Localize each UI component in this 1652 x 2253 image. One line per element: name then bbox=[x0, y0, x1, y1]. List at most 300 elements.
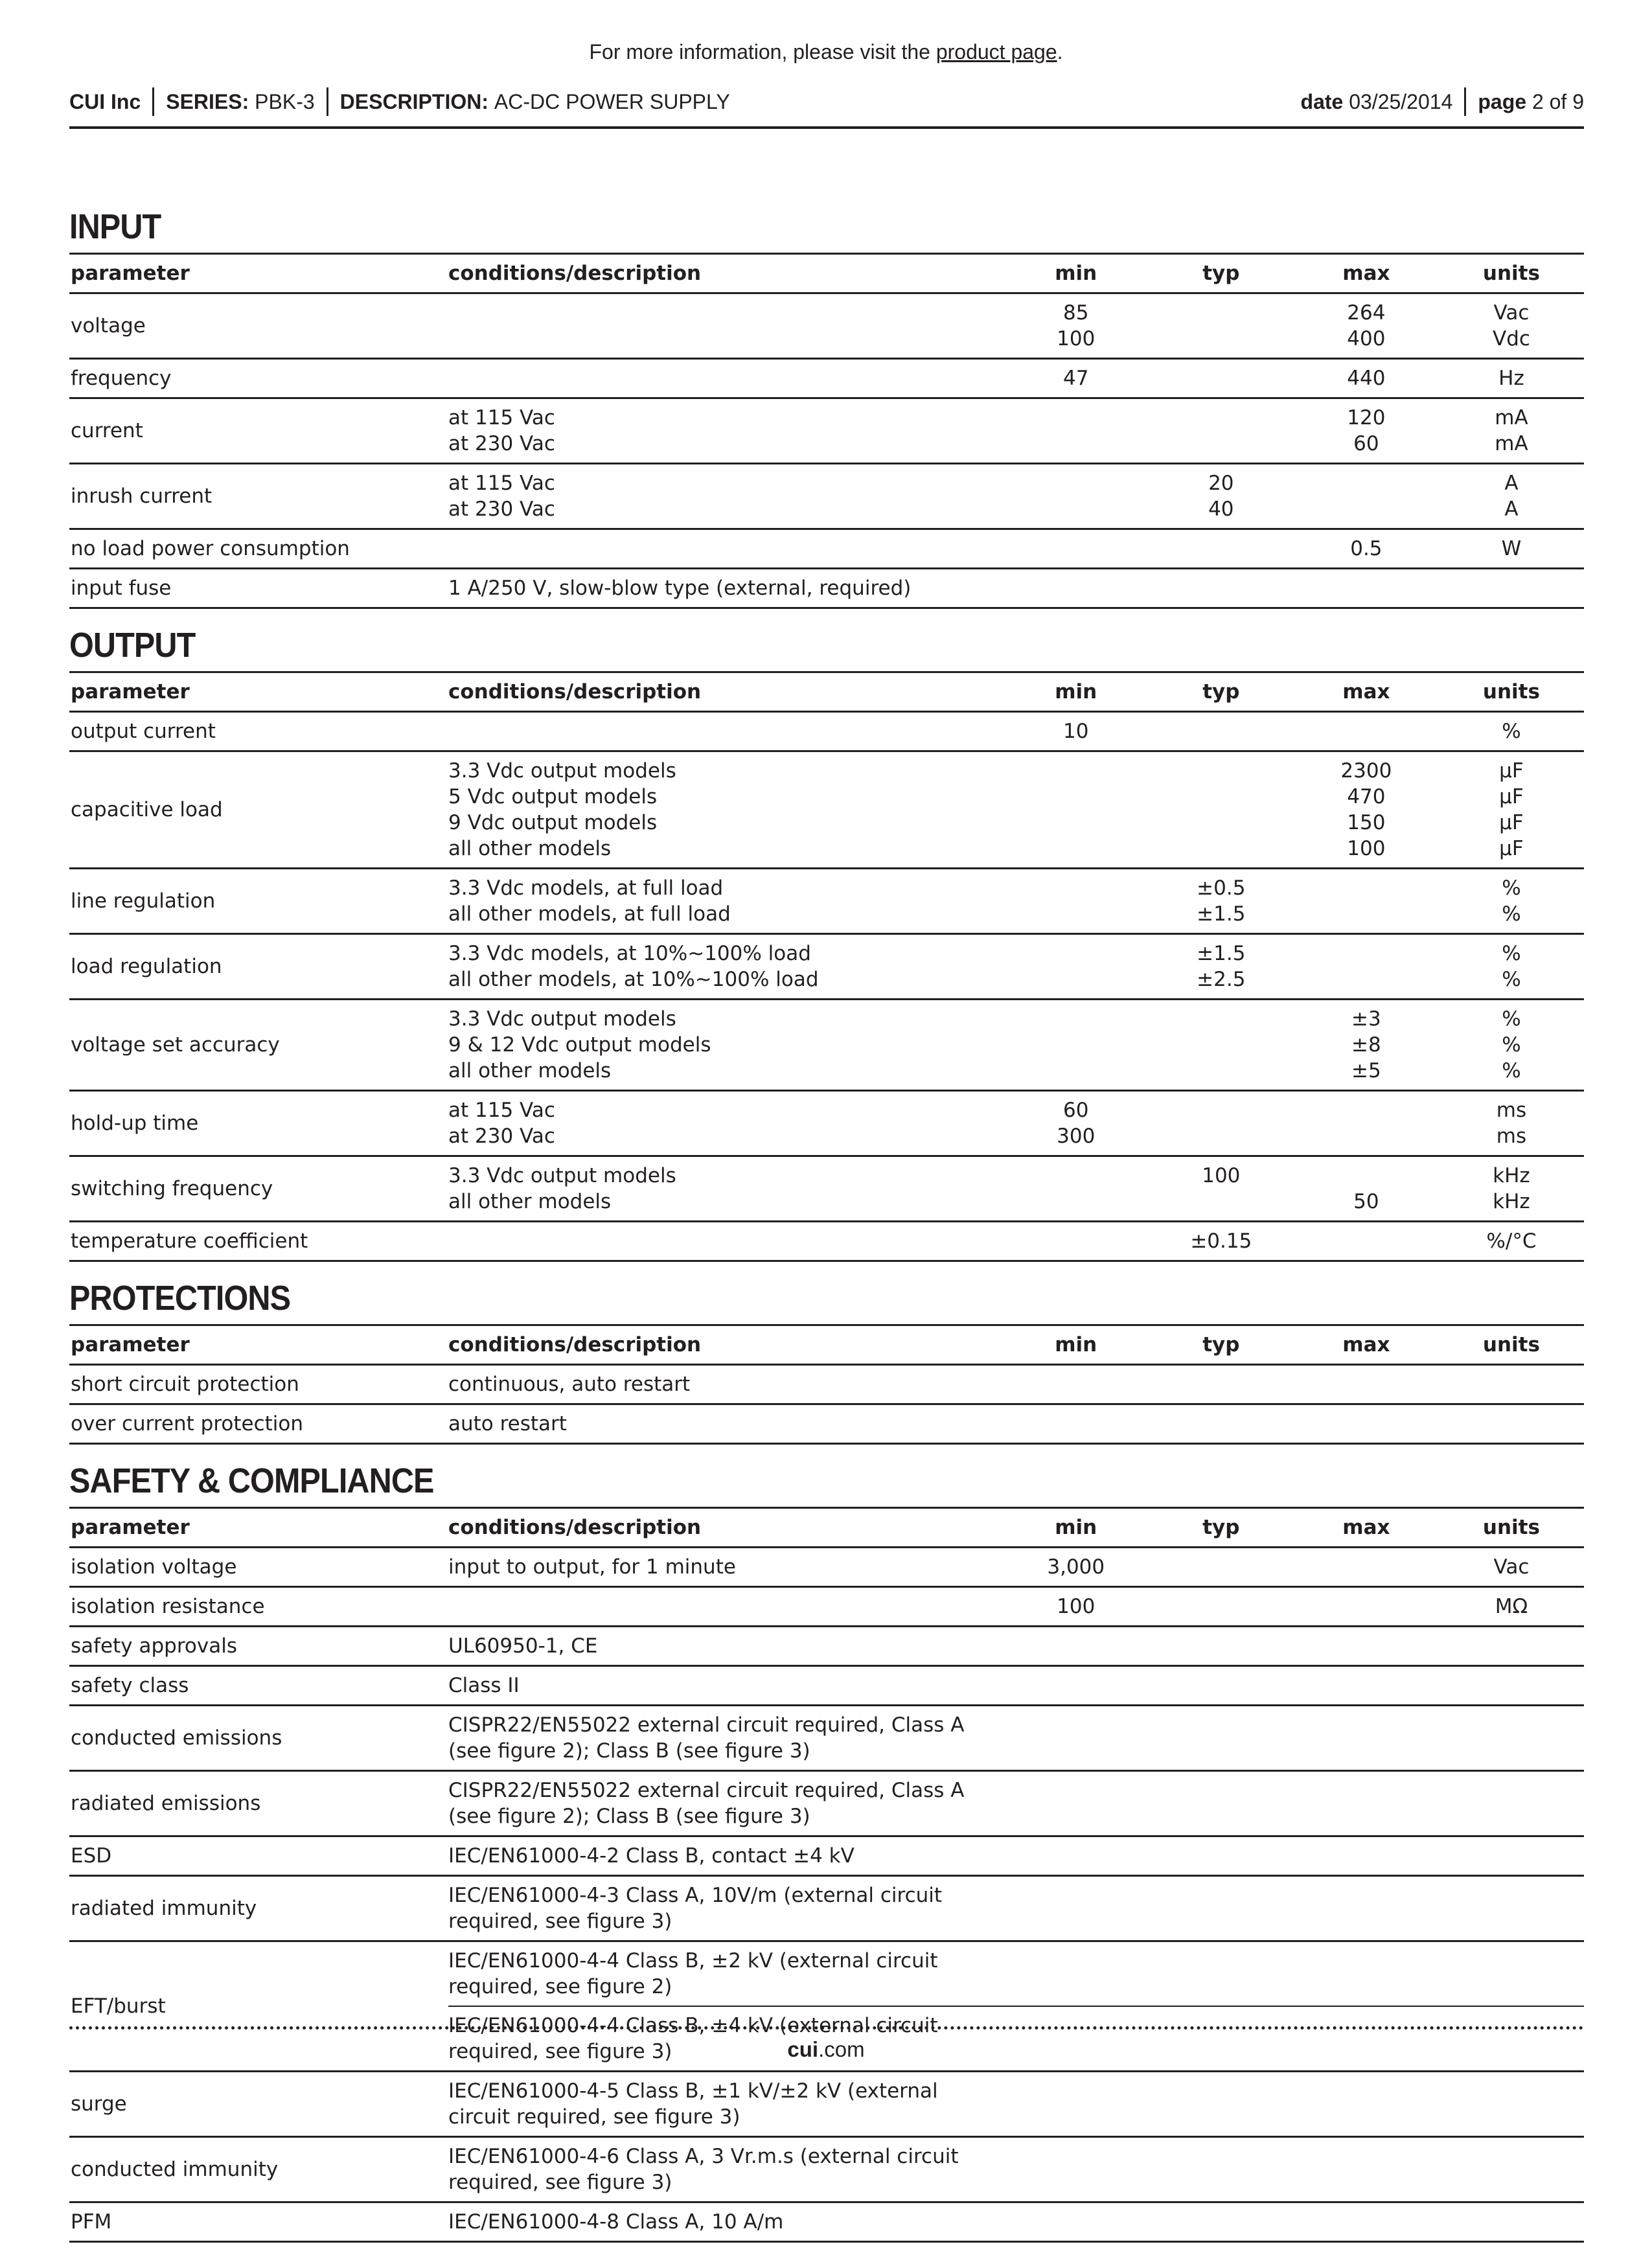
typ-value bbox=[1149, 1058, 1294, 1084]
min-cell bbox=[1004, 569, 1149, 608]
column-header: conditions/description bbox=[448, 1325, 1004, 1365]
min-value bbox=[1004, 2209, 1149, 2235]
min-value bbox=[1004, 1968, 1149, 2006]
spec-section bbox=[69, 1272, 1584, 1445]
max-cell bbox=[1294, 1627, 1439, 1666]
units-cell bbox=[1439, 1404, 1584, 1444]
cond-value: CISPR22/EN55022 external circuit required, Class A (see figure 2); Class B (see figure 3) bbox=[448, 1779, 965, 1828]
units-cell bbox=[1439, 869, 1584, 934]
cond-cell bbox=[448, 1000, 1004, 1091]
max-value: 264 bbox=[1347, 301, 1386, 325]
table-row bbox=[69, 1000, 1584, 1091]
cond-cell bbox=[448, 1091, 1004, 1156]
cond-value: 3.3 Vdc models, at 10%~100% load bbox=[448, 942, 811, 965]
max-cell bbox=[1294, 398, 1439, 464]
cond-cell bbox=[448, 359, 1004, 398]
min-value bbox=[1004, 875, 1149, 901]
spec-section bbox=[69, 619, 1584, 1262]
min-cell bbox=[1004, 869, 1149, 934]
typ-cell bbox=[1149, 1000, 1294, 1091]
parameter-cell: voltage set accuracy bbox=[69, 1000, 448, 1091]
max-cell bbox=[1294, 2202, 1439, 2242]
table-header-row bbox=[69, 672, 1584, 712]
parameter-cell: line regulation bbox=[69, 869, 448, 934]
cond-cell bbox=[448, 529, 1004, 569]
typ-value bbox=[1149, 1790, 1294, 1816]
top-note-text: For more information, please visit the bbox=[589, 40, 936, 63]
parameter-cell: inrush current bbox=[69, 464, 448, 529]
cond-value: IEC/EN61000-4-8 Class A, 10 A/m bbox=[448, 2210, 784, 2234]
units-cell bbox=[1439, 359, 1584, 398]
units-cell bbox=[1439, 398, 1584, 464]
column-header: typ bbox=[1149, 1508, 1294, 1548]
min-value bbox=[1004, 966, 1149, 992]
max-value: ±5 bbox=[1351, 1059, 1381, 1082]
cond-value: at 230 Vac bbox=[448, 497, 555, 521]
units-cell bbox=[1439, 1222, 1584, 1261]
section-title: OUTPUT bbox=[69, 626, 196, 665]
typ-value bbox=[1149, 1189, 1294, 1215]
min-cell bbox=[1004, 751, 1149, 869]
typ-value: ±0.5 bbox=[1197, 876, 1246, 900]
spec-table bbox=[69, 1507, 1584, 2243]
units-value: MΩ bbox=[1495, 1595, 1528, 1618]
table-row bbox=[69, 934, 1584, 1000]
min-cell bbox=[1004, 1706, 1149, 1771]
typ-cell bbox=[1149, 1222, 1294, 1261]
parameter-cell: conducted immunity bbox=[69, 2137, 448, 2202]
units-value: μF bbox=[1499, 811, 1524, 834]
cond-cell bbox=[448, 1156, 1004, 1222]
cond-value: at 230 Vac bbox=[448, 1125, 555, 1148]
parameter-cell: isolation voltage bbox=[69, 1548, 448, 1587]
units-cell bbox=[1439, 1548, 1584, 1587]
typ-value: ±1.5 bbox=[1197, 902, 1246, 926]
max-value bbox=[1294, 1968, 1439, 2006]
min-value bbox=[1004, 575, 1149, 601]
min-cell bbox=[1004, 464, 1149, 529]
cond-cell bbox=[448, 751, 1004, 869]
column-header: conditions/description bbox=[448, 254, 1004, 293]
typ-cell bbox=[1149, 359, 1294, 398]
min-value bbox=[1004, 536, 1149, 562]
units-value bbox=[1439, 1790, 1584, 1816]
cond-value: input to output, for 1 minute bbox=[448, 1555, 736, 1579]
column-header: units bbox=[1439, 672, 1584, 712]
min-value bbox=[1004, 1673, 1149, 1698]
table-row bbox=[69, 751, 1584, 869]
parameter-cell: radiated emissions bbox=[69, 1771, 448, 1836]
product-page-link[interactable]: product page bbox=[935, 40, 1057, 63]
units-cell bbox=[1439, 934, 1584, 1000]
typ-value bbox=[1149, 1032, 1294, 1058]
cond-cell bbox=[448, 869, 1004, 934]
table-header-row bbox=[69, 254, 1584, 293]
min-value: 3,000 bbox=[1047, 1555, 1105, 1579]
column-header: conditions/description bbox=[448, 672, 1004, 712]
units-value bbox=[1439, 1843, 1584, 1869]
typ-cell bbox=[1149, 569, 1294, 608]
min-cell bbox=[1004, 2137, 1149, 2202]
footer-rule bbox=[69, 2026, 1584, 2030]
min-value: 100 bbox=[1057, 1595, 1096, 1618]
column-header: parameter bbox=[69, 254, 448, 293]
typ-value bbox=[1149, 784, 1294, 810]
parameter-cell: hold-up time bbox=[69, 1091, 448, 1156]
parameter-cell: PFM bbox=[69, 2202, 448, 2242]
cond-cell bbox=[448, 1771, 1004, 1836]
max-value bbox=[1294, 875, 1439, 901]
description-label: DESCRIPTION: bbox=[339, 89, 488, 113]
max-value bbox=[1294, 1123, 1439, 1149]
header-rule bbox=[69, 126, 1584, 129]
parameter-cell: current bbox=[69, 398, 448, 464]
cond-value bbox=[448, 536, 1004, 562]
min-cell bbox=[1004, 1000, 1149, 1091]
max-value bbox=[1294, 1594, 1439, 1619]
max-value bbox=[1294, 496, 1439, 522]
column-header: min bbox=[1004, 1325, 1149, 1365]
max-cell bbox=[1294, 1876, 1439, 1941]
table-row bbox=[69, 529, 1584, 569]
max-value bbox=[1294, 1371, 1439, 1397]
units-cell bbox=[1439, 464, 1584, 529]
typ-cell bbox=[1149, 1404, 1294, 1444]
column-header: min bbox=[1004, 254, 1149, 293]
units-value bbox=[1439, 1371, 1584, 1397]
typ-value bbox=[1149, 718, 1294, 744]
max-value bbox=[1294, 1673, 1439, 1698]
table-header-row bbox=[69, 1508, 1584, 1548]
parameter-cell: switching frequency bbox=[69, 1156, 448, 1222]
units-cell bbox=[1439, 529, 1584, 569]
max-value bbox=[1294, 1554, 1439, 1580]
spec-table bbox=[69, 671, 1584, 1262]
units-value bbox=[1439, 1633, 1584, 1659]
units-value: mA bbox=[1495, 406, 1528, 429]
column-header: parameter bbox=[69, 1325, 448, 1365]
max-value bbox=[1294, 1163, 1439, 1189]
parameter-cell: safety class bbox=[69, 1666, 448, 1706]
section-title: SAFETY & COMPLIANCE bbox=[69, 1461, 434, 1500]
parameter-cell: short circuit protection bbox=[69, 1365, 448, 1404]
cond-value: IEC/EN61000-4-3 Class A, 10V/m (external circuit required, see figure 3) bbox=[448, 1884, 943, 1933]
table-row bbox=[69, 1222, 1584, 1261]
units-cell bbox=[1439, 712, 1584, 751]
units-cell bbox=[1439, 1091, 1584, 1156]
max-value: 0.5 bbox=[1350, 537, 1382, 560]
typ-cell bbox=[1149, 1548, 1294, 1587]
units-cell bbox=[1439, 569, 1584, 608]
max-value bbox=[1294, 2156, 1439, 2182]
cond-value: at 115 Vac bbox=[448, 1099, 555, 1122]
table-row bbox=[69, 398, 1584, 464]
max-value: ±3 bbox=[1351, 1007, 1381, 1031]
min-cell bbox=[1004, 359, 1149, 398]
spec-table bbox=[69, 253, 1584, 609]
top-note-end: . bbox=[1057, 40, 1063, 63]
units-value bbox=[1439, 1673, 1584, 1698]
min-value: 60 bbox=[1063, 1099, 1089, 1122]
typ-cell bbox=[1149, 1365, 1294, 1404]
typ-cell bbox=[1149, 1091, 1294, 1156]
units-value: Hz bbox=[1498, 367, 1524, 390]
table-row bbox=[69, 2072, 1584, 2137]
typ-cell bbox=[1149, 751, 1294, 869]
typ-value bbox=[1149, 1006, 1294, 1032]
min-value bbox=[1004, 431, 1149, 457]
units-value: Vac bbox=[1493, 301, 1530, 325]
min-value bbox=[1004, 1371, 1149, 1397]
units-value bbox=[1439, 1895, 1584, 1921]
table-row bbox=[69, 1404, 1584, 1444]
units-cell bbox=[1439, 2202, 1584, 2242]
parameter-cell: isolation resistance bbox=[69, 1587, 448, 1627]
cond-cell bbox=[448, 293, 1004, 359]
min-cell bbox=[1004, 2202, 1149, 2242]
max-value bbox=[1294, 718, 1439, 744]
divider bbox=[327, 87, 328, 116]
typ-value bbox=[1149, 1123, 1294, 1149]
typ-cell bbox=[1149, 398, 1294, 464]
column-header: parameter bbox=[69, 672, 448, 712]
table-row bbox=[69, 1706, 1584, 1771]
cond-value: 9 Vdc output models bbox=[448, 811, 658, 834]
footer bbox=[0, 2037, 1652, 2062]
table-row bbox=[69, 1548, 1584, 1587]
min-value bbox=[1004, 1228, 1149, 1254]
cond-value: all other models, at 10%~100% load bbox=[448, 968, 819, 991]
cond-cell bbox=[448, 1666, 1004, 1706]
parameter-cell: safety approvals bbox=[69, 1627, 448, 1666]
cond-value: all other models bbox=[448, 837, 612, 860]
typ-value bbox=[1149, 1097, 1294, 1123]
units-value: % bbox=[1502, 876, 1521, 900]
cond-cell bbox=[448, 1587, 1004, 1627]
typ-value bbox=[1149, 431, 1294, 457]
units-value: kHz bbox=[1493, 1190, 1530, 1213]
table-row bbox=[69, 2137, 1584, 2202]
typ-cell bbox=[1149, 464, 1294, 529]
cond-value: 3.3 Vdc models, at full load bbox=[448, 876, 724, 900]
column-header: max bbox=[1294, 1508, 1439, 1548]
units-value bbox=[1439, 2091, 1584, 2117]
max-value: 120 bbox=[1347, 406, 1386, 429]
min-value bbox=[1004, 1058, 1149, 1084]
min-cell bbox=[1004, 1627, 1149, 1666]
min-value bbox=[1004, 1032, 1149, 1058]
document-header bbox=[69, 86, 1584, 118]
table-row bbox=[69, 1771, 1584, 1836]
parameter-cell: ESD bbox=[69, 1836, 448, 1876]
cond-value bbox=[448, 1594, 1004, 1619]
min-value bbox=[1004, 1189, 1149, 1215]
typ-value: 20 bbox=[1208, 472, 1234, 495]
column-header: units bbox=[1439, 1325, 1584, 1365]
table-row bbox=[69, 1156, 1584, 1222]
max-cell bbox=[1294, 869, 1439, 934]
units-cell bbox=[1439, 1666, 1584, 1706]
typ-value bbox=[1149, 536, 1294, 562]
min-cell bbox=[1004, 1771, 1149, 1836]
max-cell bbox=[1294, 1156, 1439, 1222]
cond-cell bbox=[448, 1876, 1004, 1941]
units-value: mA bbox=[1495, 432, 1528, 455]
table-row bbox=[69, 293, 1584, 359]
cond-cell bbox=[448, 1548, 1004, 1587]
units-cell bbox=[1439, 2072, 1584, 2137]
parameter-cell: input fuse bbox=[69, 569, 448, 608]
typ-cell bbox=[1149, 529, 1294, 569]
section-title: PROTECTIONS bbox=[69, 1279, 291, 1318]
units-cell bbox=[1439, 1876, 1584, 1941]
typ-cell bbox=[1149, 1587, 1294, 1627]
min-value bbox=[1004, 496, 1149, 522]
units-value bbox=[1439, 2209, 1584, 2235]
min-cell bbox=[1004, 934, 1149, 1000]
units-value bbox=[1439, 1411, 1584, 1437]
typ-value bbox=[1149, 1371, 1294, 1397]
section-title: INPUT bbox=[69, 207, 161, 246]
units-value: A bbox=[1504, 472, 1519, 495]
table-row bbox=[69, 1587, 1584, 1627]
typ-cell bbox=[1149, 1156, 1294, 1222]
units-value: μF bbox=[1499, 759, 1524, 783]
typ-value: ±2.5 bbox=[1197, 968, 1246, 991]
max-value bbox=[1294, 470, 1439, 496]
typ-cell bbox=[1149, 1771, 1294, 1836]
cond-value bbox=[448, 365, 1004, 391]
units-value bbox=[1439, 2156, 1584, 2182]
max-cell bbox=[1294, 293, 1439, 359]
min-cell bbox=[1004, 1548, 1149, 1587]
units-value: Vdc bbox=[1492, 327, 1530, 350]
units-cell bbox=[1439, 751, 1584, 869]
cond-value: 3.3 Vdc output models bbox=[448, 1007, 676, 1031]
typ-value bbox=[1149, 1725, 1294, 1751]
typ-value bbox=[1149, 1673, 1294, 1698]
units-cell bbox=[1439, 1156, 1584, 1222]
min-value bbox=[1004, 901, 1149, 927]
typ-value bbox=[1149, 1633, 1294, 1659]
typ-value bbox=[1149, 1843, 1294, 1869]
max-value bbox=[1294, 1633, 1439, 1659]
cond-cell bbox=[448, 1222, 1004, 1261]
cond-cell bbox=[448, 712, 1004, 751]
spec-table bbox=[69, 1324, 1584, 1445]
cond-value bbox=[448, 326, 1004, 352]
top-note bbox=[0, 40, 1652, 64]
max-value: 2300 bbox=[1340, 759, 1392, 783]
typ-cell bbox=[1149, 712, 1294, 751]
max-value: 440 bbox=[1347, 367, 1386, 390]
series-value: PBK-3 bbox=[255, 89, 315, 113]
min-value bbox=[1004, 1895, 1149, 1921]
typ-value bbox=[1149, 405, 1294, 431]
max-cell bbox=[1294, 1000, 1439, 1091]
typ-value bbox=[1149, 758, 1294, 784]
spec-section bbox=[69, 1455, 1584, 2243]
column-header: typ bbox=[1149, 254, 1294, 293]
max-value bbox=[1294, 1843, 1439, 1869]
min-value bbox=[1004, 1006, 1149, 1032]
typ-value bbox=[1149, 575, 1294, 601]
cond-value: 5 Vdc output models bbox=[448, 785, 658, 808]
max-cell bbox=[1294, 1771, 1439, 1836]
cond-cell bbox=[448, 569, 1004, 608]
units-cell bbox=[1439, 1771, 1584, 1836]
table-row bbox=[69, 869, 1584, 934]
table-row bbox=[69, 1836, 1584, 1876]
cond-value: 3.3 Vdc output models bbox=[448, 1164, 676, 1187]
units-value: μF bbox=[1499, 837, 1524, 860]
typ-value bbox=[1149, 1594, 1294, 1619]
cond-value: IEC/EN61000-4-5 Class B, ±1 kV/±2 kV (external circuit required, see figure 3) bbox=[448, 2079, 938, 2129]
min-value bbox=[1004, 1411, 1149, 1437]
table-row bbox=[69, 1627, 1584, 1666]
max-cell bbox=[1294, 2072, 1439, 2137]
date-value: 03/25/2014 bbox=[1349, 89, 1453, 113]
max-value bbox=[1294, 901, 1439, 927]
table-row bbox=[69, 1876, 1584, 1941]
units-cell bbox=[1439, 1706, 1584, 1771]
max-value: 50 bbox=[1353, 1190, 1379, 1213]
max-value: ±8 bbox=[1351, 1033, 1381, 1057]
min-value bbox=[1004, 2156, 1149, 2182]
units-value: ms bbox=[1496, 1099, 1527, 1122]
company-name: CUI Inc bbox=[69, 89, 141, 113]
cond-value: 9 & 12 Vdc output models bbox=[448, 1033, 711, 1057]
table-row bbox=[69, 464, 1584, 529]
typ-cell bbox=[1149, 1666, 1294, 1706]
units-cell bbox=[1439, 1000, 1584, 1091]
max-cell bbox=[1294, 1365, 1439, 1404]
page-value: 2 of 9 bbox=[1532, 89, 1584, 113]
typ-cell bbox=[1149, 869, 1294, 934]
min-cell bbox=[1004, 1156, 1149, 1222]
units-value bbox=[1439, 1968, 1584, 2006]
cond-value: all other models bbox=[448, 1059, 612, 1082]
min-value bbox=[1004, 758, 1149, 784]
parameter-cell: surge bbox=[69, 2072, 448, 2137]
max-value: 60 bbox=[1353, 432, 1379, 455]
min-value: 100 bbox=[1057, 327, 1096, 350]
date-label: date bbox=[1300, 89, 1344, 113]
units-value: kHz bbox=[1493, 1164, 1530, 1187]
max-cell bbox=[1294, 1706, 1439, 1771]
footer-brand: cui bbox=[787, 2037, 819, 2061]
typ-cell bbox=[1149, 2137, 1294, 2202]
cond-value: at 115 Vac bbox=[448, 472, 555, 495]
table-row bbox=[69, 1666, 1584, 1706]
cond-value: auto restart bbox=[448, 1412, 567, 1435]
cond-value: Class II bbox=[448, 1674, 520, 1697]
typ-value: 100 bbox=[1202, 1164, 1241, 1187]
table-row bbox=[69, 569, 1584, 608]
units-value: % bbox=[1502, 968, 1521, 991]
min-cell bbox=[1004, 1876, 1149, 1941]
max-cell bbox=[1294, 1666, 1439, 1706]
max-cell bbox=[1294, 1836, 1439, 1876]
typ-value: ±1.5 bbox=[1197, 942, 1246, 965]
column-header: min bbox=[1004, 1508, 1149, 1548]
max-value bbox=[1294, 1228, 1439, 1254]
column-header: typ bbox=[1149, 672, 1294, 712]
typ-cell bbox=[1149, 1627, 1294, 1666]
max-cell bbox=[1294, 712, 1439, 751]
units-value: ms bbox=[1496, 1125, 1527, 1148]
column-header: conditions/description bbox=[448, 1508, 1004, 1548]
